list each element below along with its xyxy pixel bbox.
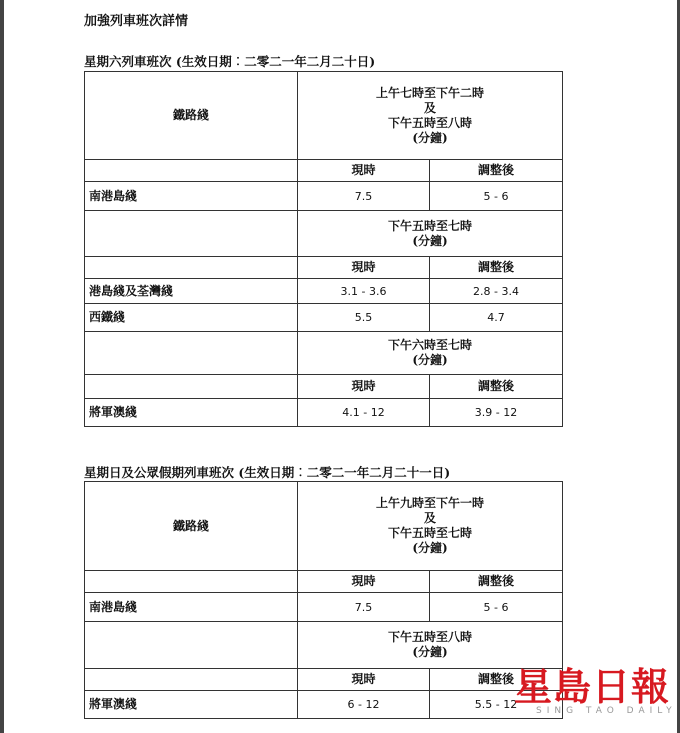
now-value: 4.1 - 12 — [298, 399, 430, 427]
adjusted-value: 5 - 6 — [430, 593, 563, 622]
line-name: 將軍澳綫 — [85, 399, 298, 427]
table-row — [85, 182, 563, 211]
period-text: 下午六時至七時 — [388, 338, 473, 352]
period-header — [298, 482, 563, 571]
line-name: 南港島綫 — [85, 593, 298, 622]
adjusted-value: 5.5 - 12 — [430, 691, 563, 719]
adjusted-value: 5 - 6 — [430, 182, 563, 211]
subheader-row — [85, 571, 563, 593]
logo-subtitle: SING TAO DAILY — [536, 706, 677, 716]
sunday-timetable — [84, 481, 563, 719]
adjusted-header: 調整後 — [430, 571, 563, 593]
adjusted-value: 3.9 - 12 — [430, 399, 563, 427]
empty-cell — [85, 257, 298, 279]
period-text: 及 — [424, 100, 437, 115]
empty-cell — [85, 669, 298, 691]
now-value: 6 - 12 — [298, 691, 430, 719]
now-header: 現時 — [298, 669, 430, 691]
empty-cell — [85, 211, 298, 257]
period-header — [298, 332, 563, 375]
logo-text: 星島日報 — [514, 665, 671, 709]
document-title: 加強列車班次詳情 — [84, 14, 189, 29]
period-row — [85, 622, 563, 669]
period-header — [298, 622, 563, 669]
empty-cell — [85, 622, 298, 669]
adjusted-header: 調整後 — [430, 669, 563, 691]
adjusted-value: 2.8 - 3.4 — [430, 279, 563, 304]
period-text: 下午五時至八時 — [388, 115, 473, 130]
now-header: 現時 — [298, 257, 430, 279]
empty-cell — [85, 160, 298, 182]
saturday-section-title: 星期六列車班次 (生效日期︰二零二一年二月二十日) — [84, 54, 376, 69]
line-name: 將軍澳綫 — [85, 691, 298, 719]
period-text: 及 — [424, 511, 437, 525]
period-row — [85, 332, 563, 375]
period-header — [298, 72, 563, 160]
period-unit: (分鐘) — [412, 130, 448, 145]
period-text: 上午七時至下午二時 — [376, 85, 485, 100]
empty-cell — [85, 571, 298, 593]
now-header: 現時 — [298, 571, 430, 593]
now-header: 現時 — [298, 160, 430, 182]
subheader-row — [85, 375, 563, 399]
period-row — [85, 211, 563, 257]
period-unit: (分鐘) — [412, 233, 448, 248]
now-value: 7.5 — [298, 593, 430, 622]
adjusted-header: 調整後 — [430, 160, 563, 182]
subheader-row — [85, 160, 563, 182]
table-row — [85, 593, 563, 622]
adjusted-header: 調整後 — [430, 375, 563, 399]
now-header: 現時 — [298, 375, 430, 399]
sing-tao-daily-logo — [514, 665, 677, 718]
period-text: 下午五時至七時 — [388, 218, 473, 233]
period-unit: (分鐘) — [412, 353, 448, 367]
now-value: 5.5 — [298, 304, 430, 332]
table-row — [85, 304, 563, 332]
table-row — [85, 691, 563, 719]
now-value: 7.5 — [298, 182, 430, 211]
table-header-row — [85, 72, 563, 160]
period-text: 上午九時至下午一時 — [376, 496, 485, 510]
line-name: 港島綫及荃灣綫 — [85, 279, 298, 304]
line-column-header: 鐵路綫 — [85, 72, 298, 160]
line-name: 南港島綫 — [85, 182, 298, 211]
table-row — [85, 399, 563, 427]
adjusted-header: 調整後 — [430, 257, 563, 279]
sunday-section-title: 星期日及公眾假期列車班次 (生效日期︰二零二一年二月二十一日) — [84, 465, 451, 480]
period-text: 下午五時至七時 — [388, 526, 473, 540]
line-column-header: 鐵路綫 — [85, 482, 298, 571]
saturday-timetable — [84, 71, 563, 427]
subheader-row — [85, 669, 563, 691]
period-unit: (分鐘) — [412, 645, 448, 659]
adjusted-value: 4.7 — [430, 304, 563, 332]
table-row — [85, 279, 563, 304]
empty-cell — [85, 332, 298, 375]
period-text: 下午五時至八時 — [388, 630, 473, 644]
period-unit: (分鐘) — [412, 541, 448, 555]
now-value: 3.1 - 3.6 — [298, 279, 430, 304]
left-edge — [0, 0, 4, 733]
subheader-row — [85, 257, 563, 279]
period-header — [298, 211, 563, 257]
line-name: 西鐵綫 — [85, 304, 298, 332]
empty-cell — [85, 375, 298, 399]
table-header-row — [85, 482, 563, 571]
